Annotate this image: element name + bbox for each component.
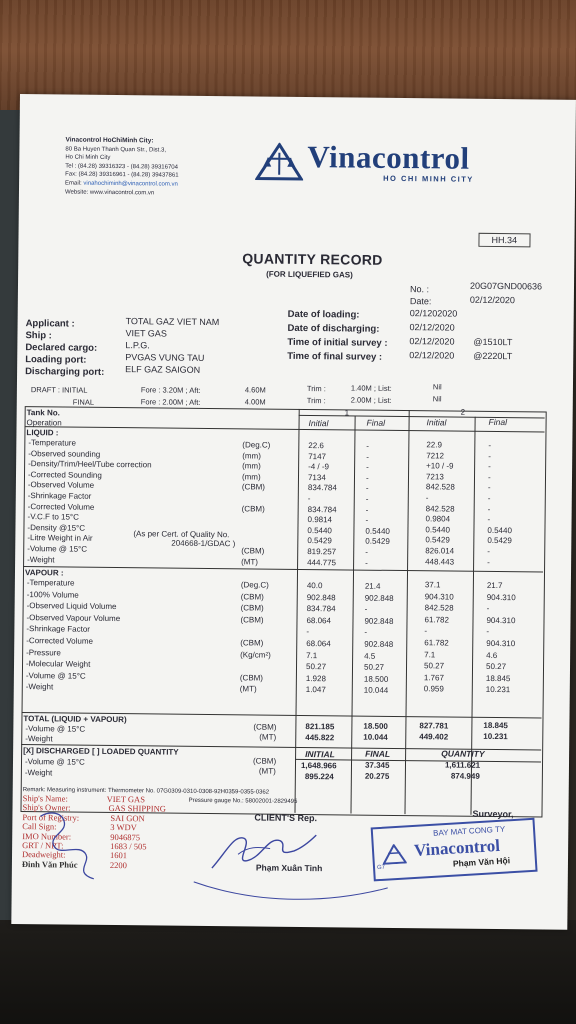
row-label: -Temperature — [26, 578, 75, 588]
document-title: QUANTITY RECORD — [242, 250, 383, 268]
website-line: Website: www.vinacontrol.com.vn — [64, 189, 155, 196]
ship-stamp-row-imo: IMO Number: 9046875 — [22, 830, 141, 842]
total-final-1-volume: 18.500 — [363, 721, 388, 731]
ship-stamp-row-name: Ship's Name: VIET GAS — [22, 793, 146, 805]
row-label: -Density/Trim/Heel/Tube correction — [28, 459, 152, 470]
row-initial-2: 448.443 — [425, 556, 455, 567]
row-initial-2: 61.782 — [424, 615, 450, 625]
master-signature — [34, 796, 105, 885]
discharged-final-header: FINAL — [365, 748, 391, 759]
row-final-1: 18.500 — [363, 674, 389, 684]
trim-2-label: Trim : — [306, 396, 326, 406]
trim-2-value: 2.00M ; List: — [350, 395, 392, 405]
row-initial-1: 0.9814 — [307, 515, 333, 525]
quality-note-2: 204668-1/GDAC ) — [171, 538, 236, 549]
row-initial-2: 0.9804 — [425, 514, 451, 524]
row-initial-1: 50.27 — [305, 662, 327, 672]
surveyor-label: Surveyor, — [472, 808, 514, 820]
row-label: -Litre Weight in Air — [27, 533, 93, 544]
row-initial-2: +10 / -9 — [426, 461, 454, 471]
row-unit: (CBM) — [241, 503, 265, 514]
row-unit: (mm) — [241, 472, 261, 482]
row-label: -Shrinkage Factor — [27, 491, 92, 501]
ship-stamp-row-port: Port of Registry: SAI GON — [22, 811, 145, 824]
clients-rep-label: CLIENT'S Rep. — [254, 812, 318, 824]
row-initial-1: 68.064 — [306, 615, 332, 626]
total-final-2-volume: 18.845 — [483, 720, 508, 731]
row-final-2: 0.5429 — [487, 536, 512, 546]
total-final-1-weight: 10.044 — [363, 732, 388, 742]
row-initial-2: 0.5429 — [425, 535, 450, 545]
discharged-quantity-volume: 1,611.621 — [444, 760, 481, 770]
row-initial-1: 444.775 — [307, 557, 337, 567]
total-final-2-weight: 10.231 — [483, 731, 508, 742]
surveyor-stamp — [371, 818, 538, 882]
row-initial-1: 0.5440 — [307, 525, 332, 536]
row-unit: (Deg.C) — [240, 580, 269, 590]
draft-initial-label: DRAFT : INITIAL — [30, 385, 88, 395]
row-initial-2: 0.959 — [423, 684, 444, 694]
row-final-2: - — [487, 515, 491, 525]
document-subtitle: (FOR LIQUEFIED GAS) — [266, 269, 353, 280]
floor-shadow — [0, 920, 576, 1024]
row-final-1: 902.848 — [364, 593, 394, 603]
row-label: -Weight — [27, 554, 55, 564]
row-initial-1: 7.1 — [306, 650, 318, 660]
row-label: -Observed Vapour Volume — [26, 612, 121, 623]
row-final-1: - — [364, 604, 368, 614]
row-final-1: - — [366, 452, 369, 462]
row-final-2: - — [487, 472, 491, 482]
row-label: -V.C.F to 15°C — [27, 512, 79, 522]
initial-survey-value: 02/12/2020 — [409, 336, 455, 347]
discharging-port-value: ELF GAZ SAIGON — [125, 364, 201, 375]
row-final-1: 902.848 — [364, 639, 394, 649]
row-initial-2: 826.014 — [425, 546, 455, 556]
fax-line: Fax: (84.28) 39316961 - (84.28) 39437861 — [65, 171, 179, 180]
total-volume-unit: (CBM) — [253, 722, 277, 732]
row-initial-1: 0.5429 — [307, 536, 332, 546]
email-link[interactable]: vinahochiminh@vinacontrol.com.vn — [83, 180, 178, 188]
row-final-1: - — [366, 441, 370, 451]
stamp-scales-icon — [382, 843, 407, 864]
tank-1-label: 1 — [344, 408, 350, 418]
discharged-final-volume: 37.345 — [364, 760, 390, 770]
row-final-2: - — [488, 462, 491, 472]
row-label: -Volume @ 15°C — [25, 670, 86, 681]
row-final-1: - — [365, 494, 369, 504]
row-initial-2: 7213 — [425, 472, 444, 482]
row-unit: (CBM) — [240, 603, 264, 613]
discharging-port-label: Discharging port: — [25, 366, 105, 378]
row-final-2: - — [487, 546, 490, 556]
list-1-value: Nil — [432, 382, 442, 392]
row-initial-2: 904.310 — [424, 591, 454, 602]
row-label: -Observed Volume — [27, 480, 95, 491]
stamp-company-text: BAY MAT CONG TY — [432, 824, 506, 838]
row-final-2: - — [486, 627, 490, 637]
vapour-heading: VAPOUR : — [24, 568, 64, 578]
cargo-label: Declared cargo: — [25, 342, 98, 354]
logo-subtitle: HO CHI MINH CITY — [383, 173, 474, 184]
remark-line: Remark: Measuring instrument: Thermometer No. 07G0309-0310-0308-92H0359-0355-0362 — [22, 787, 270, 796]
total-weight-unit: (MT) — [259, 732, 277, 742]
final-survey-label: Time of final survey : — [287, 350, 383, 363]
doc-no-label: No. : — [409, 284, 430, 295]
row-unit: (CBM) — [240, 591, 264, 602]
discharged-heading: [X] DISCHARGED [ ] LOADED QUANTITY — [23, 746, 179, 757]
discharged-volume-unit: (CBM) — [252, 756, 277, 766]
date-loading-value: 02/1202020 — [409, 308, 458, 319]
row-final-1: 50.27 — [363, 662, 385, 673]
applicant-label: Applicant : — [25, 318, 75, 330]
date-discharging-label: Date of discharging: — [287, 322, 380, 335]
row-final-1: 21.4 — [364, 581, 381, 591]
row-initial-2: 0.5440 — [425, 525, 450, 535]
initial-header-1: Initial — [308, 418, 329, 429]
row-initial-1: 834.784 — [307, 483, 337, 493]
total-heading: TOTAL (LIQUID + VAPOUR) — [23, 714, 127, 725]
row-initial-2: 1.767 — [423, 673, 444, 683]
total-volume-label: -Volume @ 15°C — [25, 724, 86, 734]
final-survey-time: @2220LT — [473, 350, 513, 362]
row-unit: (Kg/cm²) — [240, 649, 271, 660]
row-final-1: 0.5440 — [365, 526, 390, 536]
row-initial-1: 819.257 — [307, 547, 337, 557]
row-initial-2: 7.1 — [424, 649, 436, 659]
row-label: -Shrinkage Factor — [26, 624, 91, 635]
discharged-quantity-header: QUANTITY — [441, 748, 485, 759]
ship-stamp-row-grt: GRT / NRT: 1683 / 505 — [22, 840, 147, 852]
discharged-initial-weight: 895.224 — [304, 772, 334, 782]
tank-no-label: Tank No. — [26, 408, 60, 418]
row-final-2: - — [488, 451, 491, 461]
row-final-1: - — [366, 462, 369, 472]
total-initial-1-weight: 445.822 — [305, 733, 335, 743]
row-final-1: - — [365, 473, 369, 483]
row-initial-1: 40.0 — [306, 581, 323, 591]
row-final-2: 0.5440 — [487, 525, 512, 535]
row-unit: (CBM) — [239, 673, 264, 683]
row-final-1: - — [365, 515, 369, 525]
trim-1-label: Trim : — [306, 384, 326, 394]
row-final-2: - — [487, 557, 490, 567]
loading-port-label: Loading port: — [25, 354, 87, 366]
client-name: Phạm Xuân Tinh — [255, 862, 323, 874]
row-label: -100% Volume — [26, 589, 79, 600]
scales-logo-icon — [255, 142, 303, 181]
draft-final-label: FINAL — [72, 397, 95, 407]
draft-final-fore: Fore : 2.00M ; Aft: — [140, 397, 201, 407]
pen-stroke — [192, 876, 392, 908]
stamp-logo-text: Vinacontrol — [413, 835, 501, 860]
final-survey-value: 02/12/2020 — [409, 350, 455, 361]
initial-header-2: Initial — [426, 417, 447, 428]
row-initial-2: 842.528 — [425, 503, 455, 514]
address-line-2: Ho Chi Minh City — [65, 154, 111, 162]
row-initial-1: 68.064 — [306, 639, 331, 649]
row-label: -Density @15°C — [27, 522, 86, 533]
row-unit: (MT) — [239, 684, 257, 694]
row-initial-2: 61.782 — [424, 638, 449, 648]
row-label: -Corrected Volume — [26, 636, 94, 646]
row-initial-1: 1.928 — [305, 673, 326, 684]
row-final-1: - — [364, 628, 368, 638]
total-weight-label: -Weight — [25, 734, 53, 744]
form-code: HH.34 — [478, 233, 530, 248]
row-final-1: - — [365, 558, 368, 568]
row-label: -Temperature — [28, 438, 76, 448]
row-label: -Corrected Volume — [27, 501, 95, 512]
row-final-2: 904.310 — [486, 592, 516, 602]
row-label: -Pressure — [26, 647, 61, 658]
row-final-2: - — [488, 440, 492, 450]
ship-stamp-row-call: Call Sign: 3 WDV — [22, 821, 137, 833]
row-label: -Observed sounding — [28, 448, 101, 459]
operation-label: Operation — [26, 418, 62, 428]
row-initial-1: 22.6 — [308, 441, 324, 451]
discharged-weight-unit: (MT) — [258, 766, 276, 776]
list-2-value: Nil — [432, 394, 442, 404]
ship-value: VIET GAS — [125, 328, 167, 339]
initial-survey-time: @1510LT — [473, 336, 513, 348]
row-initial-1: 834.784 — [307, 504, 337, 514]
total-initial-1-volume: 821.185 — [305, 722, 335, 732]
row-unit: (Deg.C) — [242, 440, 271, 450]
row-initial-2: 842.528 — [424, 603, 454, 613]
row-final-2: 10.231 — [485, 685, 511, 695]
row-final-2: - — [487, 483, 491, 493]
discharged-final-weight: 20.275 — [364, 771, 390, 781]
ship-label: Ship : — [25, 330, 52, 342]
row-initial-1: 902.848 — [306, 592, 336, 602]
quality-note-1: (As per Cert. of Quality No. — [133, 529, 230, 540]
total-initial-2-weight: 449.402 — [419, 732, 449, 742]
row-final-2: 21.7 — [486, 580, 503, 591]
row-unit: (CBM) — [241, 482, 266, 492]
ship-stamp-row-dwt: Deadweight: 1601 — [21, 849, 128, 861]
row-label: -Observed Liquid Volume — [26, 601, 117, 612]
ship-stamp-row-master: Đinh Văn Phúc 2200 — [21, 858, 127, 871]
initial-survey-label: Time of initial survey : — [287, 336, 388, 349]
liquid-heading: LIQUID : — [26, 428, 59, 438]
row-final-2: - — [487, 493, 491, 503]
trim-1-value: 1.40M ; List: — [350, 383, 392, 393]
row-label: -Molecular Weight — [25, 659, 91, 669]
row-final-2: 4.6 — [486, 650, 498, 660]
applicant-value: TOTAL GAZ VIET NAM — [125, 316, 220, 328]
row-unit: (mm) — [242, 450, 261, 461]
surveyor-name: Phạm Văn Hội — [452, 855, 511, 869]
row-initial-2: 50.27 — [423, 661, 445, 671]
tank-2-label: 2 — [460, 407, 466, 417]
pressure-gauge-line: Pressure gauge No.: 58002001-2829495 — [188, 797, 298, 805]
doc-no-value: 20G07GND00636 — [469, 280, 543, 292]
row-final-1: 10.044 — [363, 686, 389, 696]
total-initial-2-volume: 827.781 — [419, 721, 449, 731]
row-initial-2: 22.9 — [426, 440, 442, 450]
row-unit: (CBM) — [240, 615, 264, 625]
discharged-initial-volume: 1,648.966 — [300, 760, 337, 771]
row-label: -Weight — [25, 682, 54, 692]
draft-initial-aft: 4.60M — [244, 385, 266, 395]
email-label: Email: — [65, 180, 82, 187]
row-final-2: 18.845 — [485, 673, 511, 683]
row-final-1: 4.5 — [364, 651, 376, 661]
row-label: -Volume @ 15°C — [27, 544, 88, 554]
stamp-g7: G7 — [376, 864, 386, 872]
draft-initial-fore: Fore : 3.20M ; Aft: — [140, 385, 201, 395]
row-final-2: - — [487, 504, 491, 514]
row-final-2: 904.310 — [486, 615, 516, 626]
date-loading-label: Date of loading: — [287, 308, 360, 321]
row-initial-1: - — [307, 494, 311, 504]
row-label: -Corrected Sounding — [27, 469, 102, 480]
row-initial-2: 842.528 — [425, 482, 455, 492]
address-line-1: 80 Ba Huyen Thanh Quan Str., Dist.3, — [65, 146, 167, 154]
doc-date-label: Date: — [409, 296, 432, 307]
tel-line: Tel : (84.28) 39316323 - (84.28) 39316704 — [65, 163, 179, 171]
discharged-quantity-weight: 874.949 — [450, 771, 480, 781]
wooden-desk — [0, 0, 576, 110]
ship-stamp-row-owner: Ship's Owner: GAS SHIPPING — [22, 802, 166, 814]
discharged-weight-label: -Weight — [24, 768, 53, 778]
row-final-1: - — [365, 484, 369, 494]
final-header-2: Final — [488, 416, 508, 428]
doc-date-value: 02/12/2020 — [469, 294, 515, 306]
row-initial-1: 1.047 — [305, 685, 326, 695]
draft-final-aft: 4.00M — [244, 397, 266, 407]
row-final-1: 902.848 — [364, 616, 394, 626]
row-final-1: 0.5429 — [365, 537, 390, 547]
final-header-1: Final — [366, 417, 386, 428]
row-initial-2: - — [425, 493, 429, 503]
logo-name: Vinacontrol — [307, 139, 470, 176]
row-final-2: 50.27 — [485, 662, 507, 672]
row-unit: (CBM) — [240, 638, 264, 648]
row-unit: (CBM) — [241, 546, 265, 556]
row-unit: (mm) — [242, 461, 261, 471]
row-final-2: 904.310 — [486, 638, 516, 649]
row-initial-1: 7134 — [307, 472, 326, 483]
row-initial-2: 37.1 — [424, 580, 441, 590]
row-final-1: - — [365, 505, 369, 515]
cargo-value: L.P.G. — [125, 340, 150, 351]
discharged-volume-label: -Volume @ 15°C — [24, 757, 85, 767]
row-initial-1: - — [306, 627, 310, 637]
row-final-2: - — [486, 604, 490, 614]
row-final-1: - — [365, 547, 368, 557]
row-initial-1: -4 / -9 — [308, 462, 330, 472]
company-address — [65, 136, 179, 197]
row-initial-1: 834.784 — [306, 604, 336, 614]
company-header: Vinacontrol HoChiMinh City: — [65, 136, 154, 145]
date-discharging-value: 02/12/2020 — [409, 322, 455, 333]
row-initial-2: 7212 — [426, 450, 445, 461]
loading-port-value: PVGAS VUNG TAU — [125, 352, 205, 363]
row-unit: (MT) — [241, 556, 259, 567]
row-initial-2: - — [424, 626, 428, 636]
row-initial-1: 7147 — [308, 451, 327, 461]
quantity-record-document — [11, 94, 576, 930]
discharged-initial-header: INITIAL — [305, 749, 335, 760]
